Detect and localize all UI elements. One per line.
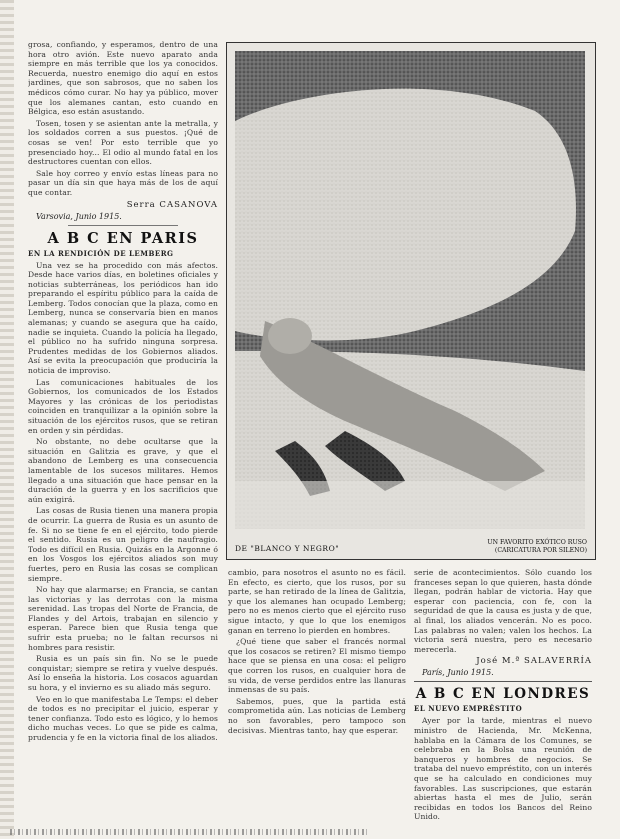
subhead-lemberg: EN LA RENDICIÓN DE LEMBERG: [28, 248, 174, 258]
headline-abc-londres: A B C EN LONDRES: [415, 686, 591, 703]
photo-caption-title: UN FAVORITO EXÓTICO RUSO (CARICATURA POR SILENO): [487, 539, 587, 554]
section-divider-right: [414, 681, 592, 682]
photo-caption-source: DE "BLANCO Y NEGRO": [235, 544, 340, 553]
dateline-varsovia: Varsovia, Junio 1915.: [36, 211, 122, 221]
page-edge-shadow: [0, 0, 14, 839]
intro-paragraph-2: Tosen, tosen y se asientan ante la metralla, y los soldados corren a sus puestos. ¡Qué de cosas se ven! Por esto terrible que yo presenciado hoy... El odio al mundo fatal en los destructores cuentan con ellos.: [28, 118, 218, 167]
intro-paragraph-3: Sale hoy correo y envío estas líneas para no pasar un día sin que haya más de los de aquí que contar.: [28, 168, 218, 197]
subhead-emprestito: EL NUEVO EMPRÉSTITO: [414, 704, 523, 714]
signature-casanova: Serra CASANOVA: [126, 199, 218, 210]
left-column: [28, 40, 218, 830]
section-divider: [68, 225, 178, 226]
body-paragraph-1: Una vez se ha procedido con más afectos. Desde hace varios días, en boletines oficiales y noticias subterráneas, los periódicos han ido preparando el espíritu público para la caída de Lemberg. Todos conocían que la plaza, como en Lemberg, nunca se conservaría bien en manos alemanas; y cuando se asegura que ha caído, nadie se inquieta. Cuando la policía ha llegado, el público no ha sufrido ninguna sorpresa. Prudentes medidas de los Gobiernos aliados. Así se evita la preocupación que produciría la noticia de improviso.: [28, 260, 218, 376]
right-column: [414, 568, 592, 830]
right-body-paragraph-1: Ayer por la tarde, mientras el nuevo ministro de Hacienda, Mr. McKenna, hablaba en la Cámara de los Comunes, se celebraba en la Bolsa una reunión de banqueros y hombres de negocios. Se trataba del nuevo empréstito, con un interés que se ha calculado en condiciones muy favorables. Las suscripciones, que estarán abiertas hasta el mes de Julio, serán recibidas en todos los Bancos del Reino Unido.: [414, 716, 592, 822]
body-paragraph-2: Las comunicaciones habituales de los Gobiernos, los comunicados de los Estados Mayores y las crónicas de los periodistas coinciden en tranquilizar a la opinión sobre la situación de los ejércitos rusos, que se retiran en orden y sin pérdidas.: [28, 377, 218, 435]
photo-frame: [226, 42, 596, 560]
middle-column: [228, 568, 406, 830]
intro-paragraph-1: grosa, confiando, y esperamos, dentro de una hora otro avión. Este nuevo aparato anda siempre en más terrible que los ya conocidos. Recuerda, nuestro enemigo dio aquí en estos jardines, que son sabrosos, que no saben los médicos cómo curar. No hay ya público, mover que los alemanes cantan, esto cuando en Bélgica, eso están asustando.: [28, 40, 218, 117]
body-paragraph-3: No obstante, no debe ocultarse que la situación en Galitzia es grave, y que el abandono de Lemberg es una consecuencia lamentable de los sucesos militares. Hemos llegado a una situación que hace pensar en la duración de la guerra y en los sacrificios que aún exigirá.: [28, 437, 218, 504]
signature-salaverria: José M.ª SALAVERRÍA: [476, 656, 592, 667]
body-paragraph-6: Rusia es un país sin fin. No se le puede conquistar; siempre se retira y vuelve después. Así lo enseña la historia. Los cosacos aguardan su hora, y el invierno es su aliado más seguro.: [28, 654, 218, 693]
middle-paragraph-3: Sabemos, pues, que la partida está comprometida aún. Las noticias de Lemberg no son favorables, pero tampoco son decisivas. Mientras tanto, hay que esperar.: [228, 696, 406, 735]
middle-paragraph-2: ¿Qué tiene que saber el francés normal que los cosacos se retiren? El mismo tiempo hace que se piensa en una cosa: el peligro que corren los rusos, en cualquier hora de su vida, de verse perdidos entre las llanuras inmensas de su país.: [228, 637, 406, 695]
body-paragraph-7: Veo en lo que manifestaba Le Temps: el deber de todos es no precipitar el juicio, esperar y tener confianza. Todo esto es lógico, y lo hemos dicho muchas veces. Lo que se pide es calma, prudencia y fe en la victoria final de los aliados.: [28, 694, 218, 742]
body-paragraph-5: No hay que alarmarse; en Francia, se cantan las victorias y las derrotas con la misma serenidad. Las tropas del Norte de Francia, de Flandes y del Artois, trabajan en silencio y esperan. Parece bien que Rusia tenga que sufrir esta prueba; no le faltan recursos ni hombres para resistir.: [28, 585, 218, 652]
headline-abc-paris: A B C EN PARIS: [47, 229, 199, 247]
caricature-photo: [235, 51, 585, 529]
middle-paragraph-1: cambio, para nosotros el asunto no es fácil. En efecto, es cierto, que los rusos, por su parte, se han retirado de la línea de Galitzia, y que los alemanes han ocupado Lemberg; pero no es menos cierto que el ejército ruso sigue intacto, y que lo que los enemigos ganan en terreno lo pierden en hombres.: [228, 568, 406, 635]
footer-scan-noise: [10, 829, 370, 835]
caricature-image: [235, 51, 585, 529]
body-paragraph-4: Las cosas de Rusia tienen una manera propia de ocurrir. La guerra de Rusia es un asunto de fe. Si no se tiene fe en el ejército, todo pierde el sentido. Rusia es un peligro de naufragio. Todo es difícil en Rusia. Quizás en la Argonne ó en los Vosgos los ejércitos aliados son muy fuertes, pero en Rusia las cosas se complican siempre.: [28, 506, 218, 583]
right-paragraph-1: serie de acontecimientos. Sólo cuando los franceses sepan lo que quieren, hasta dónde llegan, podrán hablar de victoria. Hay que esperar con paciencia, con fe, con la seguridad de que la causa es justa y de que, al final, los aliados vencerán. No es poco. Las palabras no valen; valen los hechos. La victoria será nuestra, pero es necesario merecerla.: [414, 568, 592, 654]
dateline-paris: París, Junio 1915.: [422, 668, 494, 678]
